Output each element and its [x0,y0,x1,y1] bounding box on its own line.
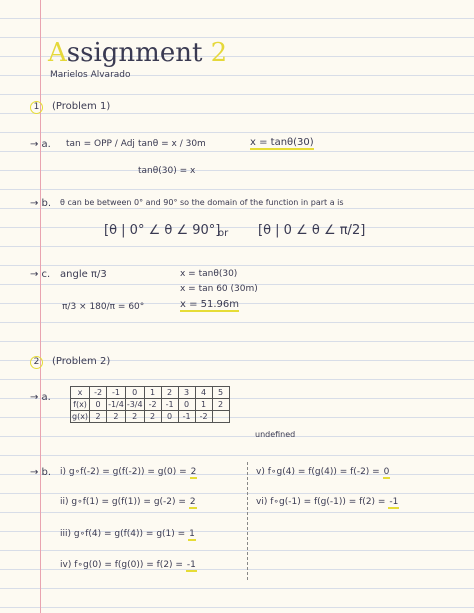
function-table-wrap [70,386,230,423]
part-1c-angle: angle π/3 [60,269,107,280]
part-2b-iii [60,529,196,539]
table-row [71,399,230,411]
part-1b-label: → b. [30,198,52,209]
part-2b-i-expr: i) g∘f(-2) = g(f(-2)) = g(0) = [60,467,187,477]
table-cell: 0 [90,399,107,411]
part-1c-label: → c. [30,269,51,280]
part-1a-tan-ratio: tan = OPP / Adj [66,139,135,149]
part-2b-vi-answer: -1 [389,497,399,507]
table-cell: 2 [90,411,107,423]
table-cell: 2 [212,399,229,411]
problem-2-label: (Problem 2) [52,356,111,367]
table-cell [212,411,229,423]
part-2b-v-expr: v) f∘g(4) = f(g(4)) = f(-2) = [256,467,380,477]
page-title [48,38,227,68]
margin-line [40,0,41,613]
table-cell: 2 [144,411,161,423]
table-cell: g(x) [72,412,89,421]
part-2b-i-answer: 2 [190,467,197,477]
author-name: Marielos Alvarado [50,70,131,80]
table-cell: 0 [161,411,178,423]
table-cell: 1 [195,399,212,411]
table-cell: 2 [161,387,178,399]
table-cell: 0 [125,387,144,399]
part-2b-v-answer: 0 [383,467,390,477]
problem-1-number: 1 [30,101,43,114]
problem-2-text: Problem 2 [55,356,107,367]
part-2b-label: → b. [30,467,52,478]
table-cell: -2 [144,399,161,411]
table-cell: 1 [144,387,161,399]
column-divider [247,462,249,580]
part-2b-ii [60,497,197,507]
table-cell: 5 [212,387,229,399]
table-cell: 2 [107,411,126,423]
part-1c-result: x = 51.96m [180,299,240,310]
part-1c-conversion: π/3 × 180/π = 60° [62,302,145,312]
part-1b-set-degrees: [θ | 0° ∠ θ ∠ 90°] [104,223,221,238]
table-cell: -1/4 [108,400,124,409]
table-cell: -2 [195,411,212,423]
part-2b-vi-expr: vi) f∘g(-1) = f(g(-1)) = f(2) = [256,497,386,507]
part-1a-tan-eq: tanθ(30) = x [138,166,196,176]
table-row [71,387,230,399]
part-1b-or: or [218,228,229,239]
function-table [70,386,230,423]
part-2b-iii-answer: 1 [189,529,195,539]
title-number: 2 [210,38,228,68]
title-initial: A [48,38,67,68]
part-2b-iv-answer: -1 [186,560,196,570]
part-1a-result: x = tanθ(30) [250,137,314,148]
part-1a-label: → a. [30,139,51,150]
part-1b-text: θ can be between 0° and 90° so the domain of the function in part a is [60,198,344,207]
part-2b-vi [256,497,399,507]
table-cell: -1 [161,399,178,411]
title-rest: ssignment [66,38,203,68]
part-2b-ii-answer: 2 [189,497,196,507]
part-2b-ii-expr: ii) g∘f(1) = g(f(1)) = g(-2) = [60,497,186,507]
problem-1-label: (Problem 1) [52,101,111,112]
table-cell: -2 [90,387,107,399]
table-cell: 2 [125,411,144,423]
part-1c-eq-1: x = tanθ(30) [180,269,238,279]
part-1a-tan-x: tanθ = x / 30m [138,139,206,149]
table-cell: -1 [107,387,126,399]
part-2a-label: → a. [30,392,51,403]
part-2b-i [60,467,197,477]
problem-2-number: 2 [30,356,43,369]
part-1b-set-radians: [θ | 0 ∠ θ ∠ π/2] [258,223,366,238]
part-2b-iii-expr: iii) g∘f(4) = g(f(4)) = g(1) = [60,529,186,539]
table-cell: -1 [178,411,195,423]
table-cell: 0 [178,399,195,411]
undefined-note: undefined [255,430,296,439]
table-cell: 4 [195,387,212,399]
table-row [71,411,230,423]
part-2b-v [256,467,390,477]
part-2b-iv-expr: iv) f∘g(0) = f(g(0)) = f(2) = [60,560,183,570]
table-cell: x [71,387,90,399]
table-cell: -3/4 [126,400,143,409]
part-2b-iv [60,560,197,570]
problem-1-text: Problem 1 [55,101,107,112]
table-cell: 3 [178,387,195,399]
table-cell: f(x) [71,399,90,411]
part-1c-eq-2: x = tan 60 (30m) [180,284,258,294]
